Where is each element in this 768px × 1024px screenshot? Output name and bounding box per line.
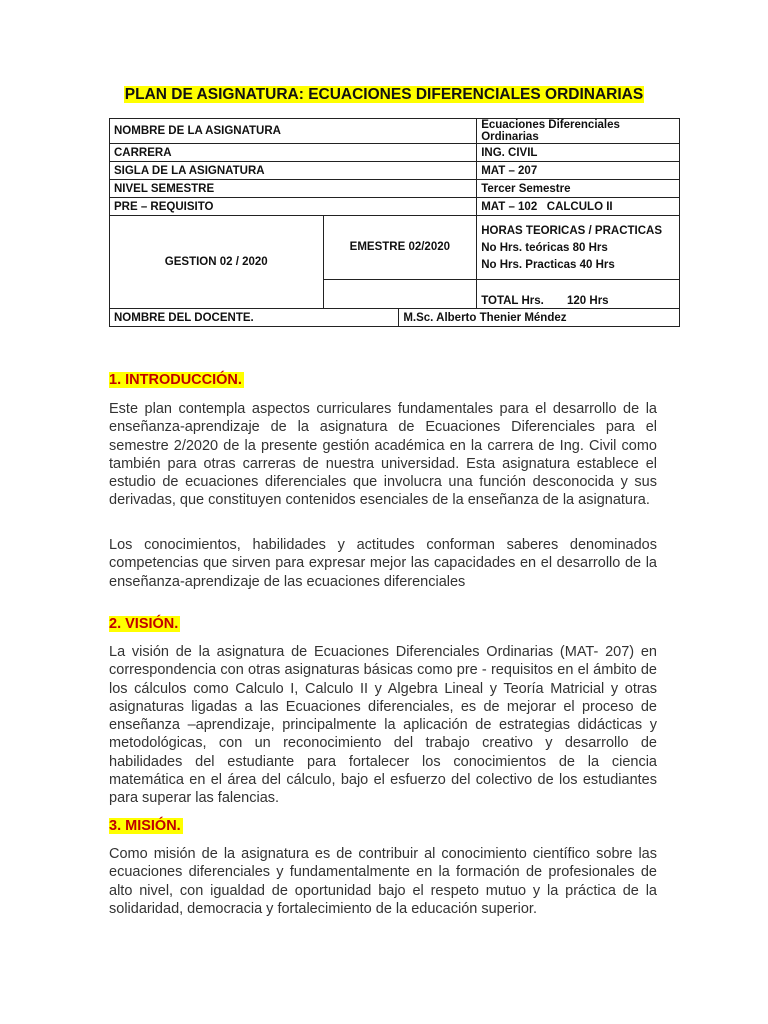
hours-header: HORAS TEORICAS / PRACTICAS [481, 224, 663, 237]
hours-practice: No Hrs. Practicas 40 Hrs [481, 258, 615, 271]
table-row [110, 119, 680, 144]
total-hours-cell [477, 279, 680, 308]
teacher-name: M.Sc. Alberto Thenier Méndez [399, 309, 680, 327]
vision-paragraph: La visión de la asignatura de Ecuaciones Diferenciales Ordinarias (MAT- 207) en correspondencia con otras asignaturas básicas como pre - requisitos en el ámbito de los cálculos como Calculo I, Calculo II y Algebra Lineal y Teoría Matricial y otras asignaturas ligadas a las Ecuaciones diferenciales, es de mejorar el proceso de enseñanza –aprendizaje, principalmente la aplicación de estrategias didácticas y metodológicas, con un reconocimiento del trabajo creativo y desarrollo de habilidades del estudiante para fortalecer los conocimientos de la ciencia matemática en el área del cálculo, bajo el esfuerzo del colectivo de los estudiantes para superar las falencias. [109, 644, 657, 807]
table-row [110, 144, 680, 162]
row-label: NIVEL SEMESTRE [110, 180, 477, 198]
teacher-label: NOMBRE DEL DOCENTE. [110, 309, 399, 327]
row-label: SIGLA DE LA ASIGNATURA [110, 162, 477, 180]
row-value: Tercer Semestre [477, 180, 680, 198]
document-title-wrap [0, 86, 768, 104]
mision-paragraph: Como misión de la asignatura es de contribuir al conocimiento científico sobre las ecuaciones diferenciales y fundamentalmente en la formación de profesionales de alto nivel, con igualdad de oportunidad bajo el respeto mutuo y la práctica de la solidaridad, democracia y fortalecimiento de la educación superior. [109, 846, 657, 917]
gestion-cell: GESTION 02 / 2020 [110, 216, 324, 309]
table-row [110, 216, 680, 280]
section-heading-mision: 3. MISIÓN. [109, 818, 181, 834]
row-label: NOMBRE DE LA ASIGNATURA [110, 119, 477, 144]
course-info-table [109, 118, 680, 327]
table-row [110, 180, 680, 198]
hours-theory: No Hrs. teóricas 80 Hrs [481, 241, 608, 254]
intro-paragraph-2: Los conocimientos, habilidades y actitudes conforman saberes denominados competencias que sirven para expresar mejor las capacidades en el desarrollo de la enseñanza-aprendizaje de las ecuaciones diferenciales [109, 537, 657, 590]
table-row [110, 198, 680, 216]
row-value: Ecuaciones Diferenciales Ordinarias [477, 119, 680, 144]
row-label: CARRERA [110, 144, 477, 162]
total-hours-value: 120 Hrs [567, 295, 609, 307]
section-heading-intro: 1. INTRODUCCIÓN. [109, 372, 242, 388]
row-label: PRE – REQUISITO [110, 198, 477, 216]
section-heading-vision: 2. VISIÓN. [109, 616, 179, 632]
row-value: ING. CIVIL [477, 144, 680, 162]
document-title: PLAN DE ASIGNATURA: ECUACIONES DIFERENCIALES ORDINARIAS [124, 86, 644, 103]
row-value: MAT – 207 [477, 162, 680, 180]
row-value: MAT – 102 CALCULO II [477, 198, 680, 216]
table-row [110, 162, 680, 180]
total-hours-label: TOTAL Hrs. [481, 295, 544, 307]
semestre-cell: EMESTRE 02/2020 [323, 216, 477, 280]
hours-cell [477, 216, 680, 280]
table-row [110, 309, 680, 327]
empty-cell [323, 279, 477, 308]
intro-paragraph-1: Este plan contempla aspectos curriculares fundamentales para el desarrollo de la enseñanza-aprendizaje de la asignatura de Ecuaciones Diferenciales para el semestre 2/2020 de la presente gestión académica en la carrera de Ing. Civil como también para otras carreras de nuestra universidad. Esta asignatura establece el estudio de ecuaciones diferenciales que involucra una función desconocida y sus derivadas, que constituyen contenidos esenciales de la enseñanza de la asignatura. [109, 401, 657, 509]
